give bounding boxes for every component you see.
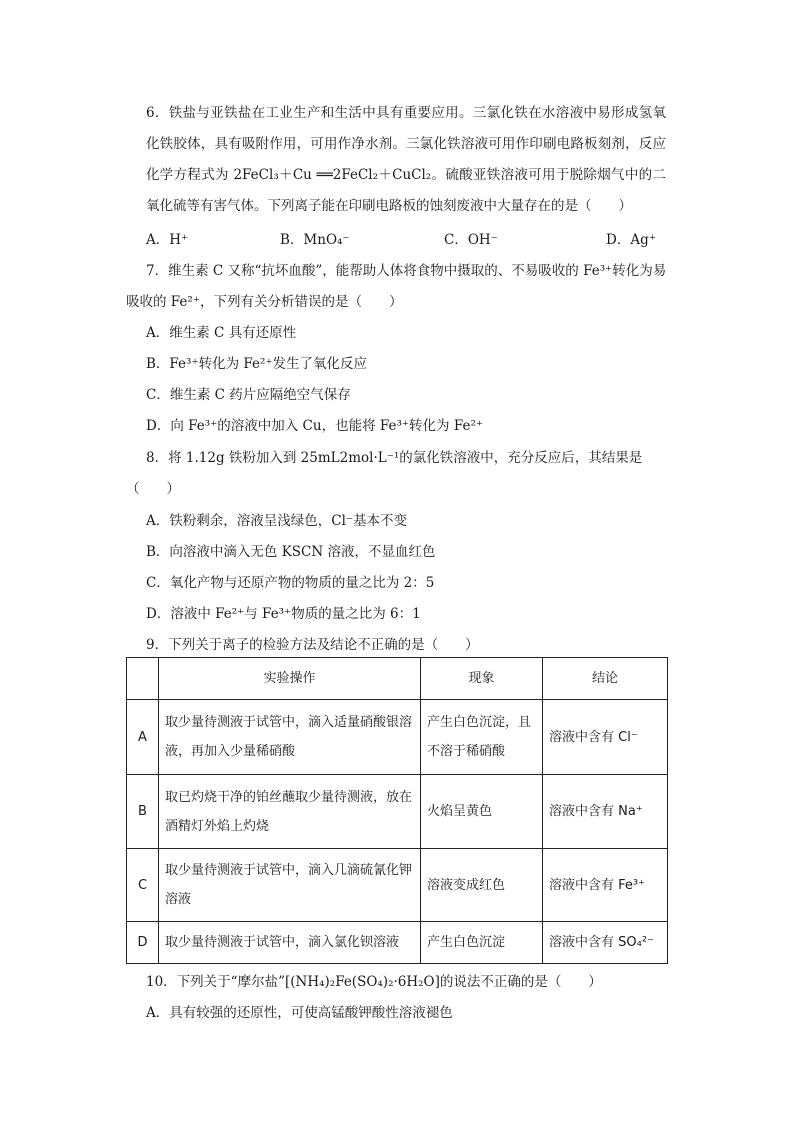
q7-stem-line2: 吸收的 Fe²⁺，下列有关分析错误的是（ ）	[126, 294, 403, 310]
row-label: B	[127, 775, 159, 849]
q8-option-c: C．氧化产物与还原产物的物质的量之比为 2：5	[146, 575, 435, 591]
q8-option-a: A．铁粉剩余，溶液呈浅绿色，Cl⁻基本不变	[146, 513, 408, 529]
q7-stem-line1: 7．维生素 C 又称“抗坏血酸”，能帮助人体将食物中摄取的、不易吸收的 Fe³⁺转化为易	[146, 263, 667, 279]
header-phenomenon: 现象	[421, 658, 543, 700]
table-row	[127, 922, 668, 964]
q6-option-a: A．H⁺	[146, 232, 189, 248]
q6-option-c: C．OH⁻	[444, 232, 498, 248]
table-row	[127, 775, 668, 849]
row-label: D	[127, 922, 159, 964]
row-label: C	[127, 849, 159, 922]
q10-stem: 10．下列关于“摩尔盐”[(NH₄)₂Fe(SO₄)₂·6H₂O]的说法不正确的是（ ）	[146, 974, 602, 990]
row-operation: 取少量待测液于试管中，滴入几滴硫氰化钾溶液	[159, 849, 421, 922]
header-label	[127, 658, 159, 700]
q9-table	[126, 657, 668, 964]
q6-stem: 6．铁盐与亚铁盐在工业生产和生活中具有重要应用。三氯化铁在水溶液中易形成氢氧化铁胶体，具有吸附作用，可用作净水剂。三氯化铁溶液可用作印刷电路板刻剂，反应化学方程式为 2FeCl₃＋Cu ══2FeCl₂＋CuCl₂。硫酸亚铁溶液可用于脱除烟气中的二氧化硫等有害气体。下列离子能在印刷电路板的蚀刻废液中大量存在的是（ ）	[146, 105, 666, 214]
row-operation: 取已灼烧干净的铂丝蘸取少量待测液，放在酒精灯外焰上灼烧	[159, 775, 421, 849]
row-phenomenon: 产生白色沉淀，且不溶于稀硝酸	[421, 700, 543, 775]
q8-option-d: D．溶液中 Fe²⁺与 Fe³⁺物质的量之比为 6：1	[146, 606, 421, 622]
table-row	[127, 700, 668, 775]
row-conclusion: 溶液中含有 Fe³⁺	[543, 849, 668, 922]
row-label: A	[127, 700, 159, 775]
row-phenomenon: 火焰呈黄色	[421, 775, 543, 849]
header-conclusion: 结论	[543, 658, 668, 700]
table-row	[127, 849, 668, 922]
q7-option-c: C．维生素 C 药片应隔绝空气保存	[146, 387, 351, 403]
q6-option-b: B．MnO₄⁻	[280, 232, 350, 248]
q9-stem: 9．下列关于离子的检验方法及结论不正确的是（ ）	[146, 637, 479, 653]
q8-stem-line2: （ ）	[126, 481, 180, 497]
q7-option-a: A．维生素 C 具有还原性	[146, 325, 297, 341]
row-conclusion: 溶液中含有 Cl⁻	[543, 700, 668, 775]
row-phenomenon: 溶液变成红色	[421, 849, 543, 922]
table-header-row	[127, 658, 668, 700]
row-conclusion: 溶液中含有 SO₄²⁻	[543, 922, 668, 964]
q7-option-d: D．向 Fe³⁺的溶液中加入 Cu，也能将 Fe³⁺转化为 Fe²⁺	[146, 418, 483, 434]
q8-stem-line1: 8．将 1.12g 铁粉加入到 25mL2mol·L⁻¹的氯化铁溶液中，充分反应后，其结果是	[146, 450, 643, 466]
row-operation: 取少量待测液于试管中，滴入适量硝酸银溶液，再加入少量稀硝酸	[159, 700, 421, 775]
row-phenomenon: 产生白色沉淀	[421, 922, 543, 964]
row-operation: 取少量待测液于试管中，滴入氯化钡溶液	[159, 922, 421, 964]
q8-option-b: B．向溶液中滴入无色 KSCN 溶液，不显血红色	[146, 544, 436, 560]
q7-option-b: B．Fe³⁺转化为 Fe²⁺发生了氧化反应	[146, 356, 368, 372]
q10-option-a: A．具有较强的还原性，可使高锰酸钾酸性溶液褪色	[146, 1005, 453, 1021]
q6-option-d: D．Ag⁺	[606, 232, 656, 248]
q6-options	[146, 228, 666, 250]
row-conclusion: 溶液中含有 Na⁺	[543, 775, 668, 849]
header-operation: 实验操作	[159, 658, 421, 700]
